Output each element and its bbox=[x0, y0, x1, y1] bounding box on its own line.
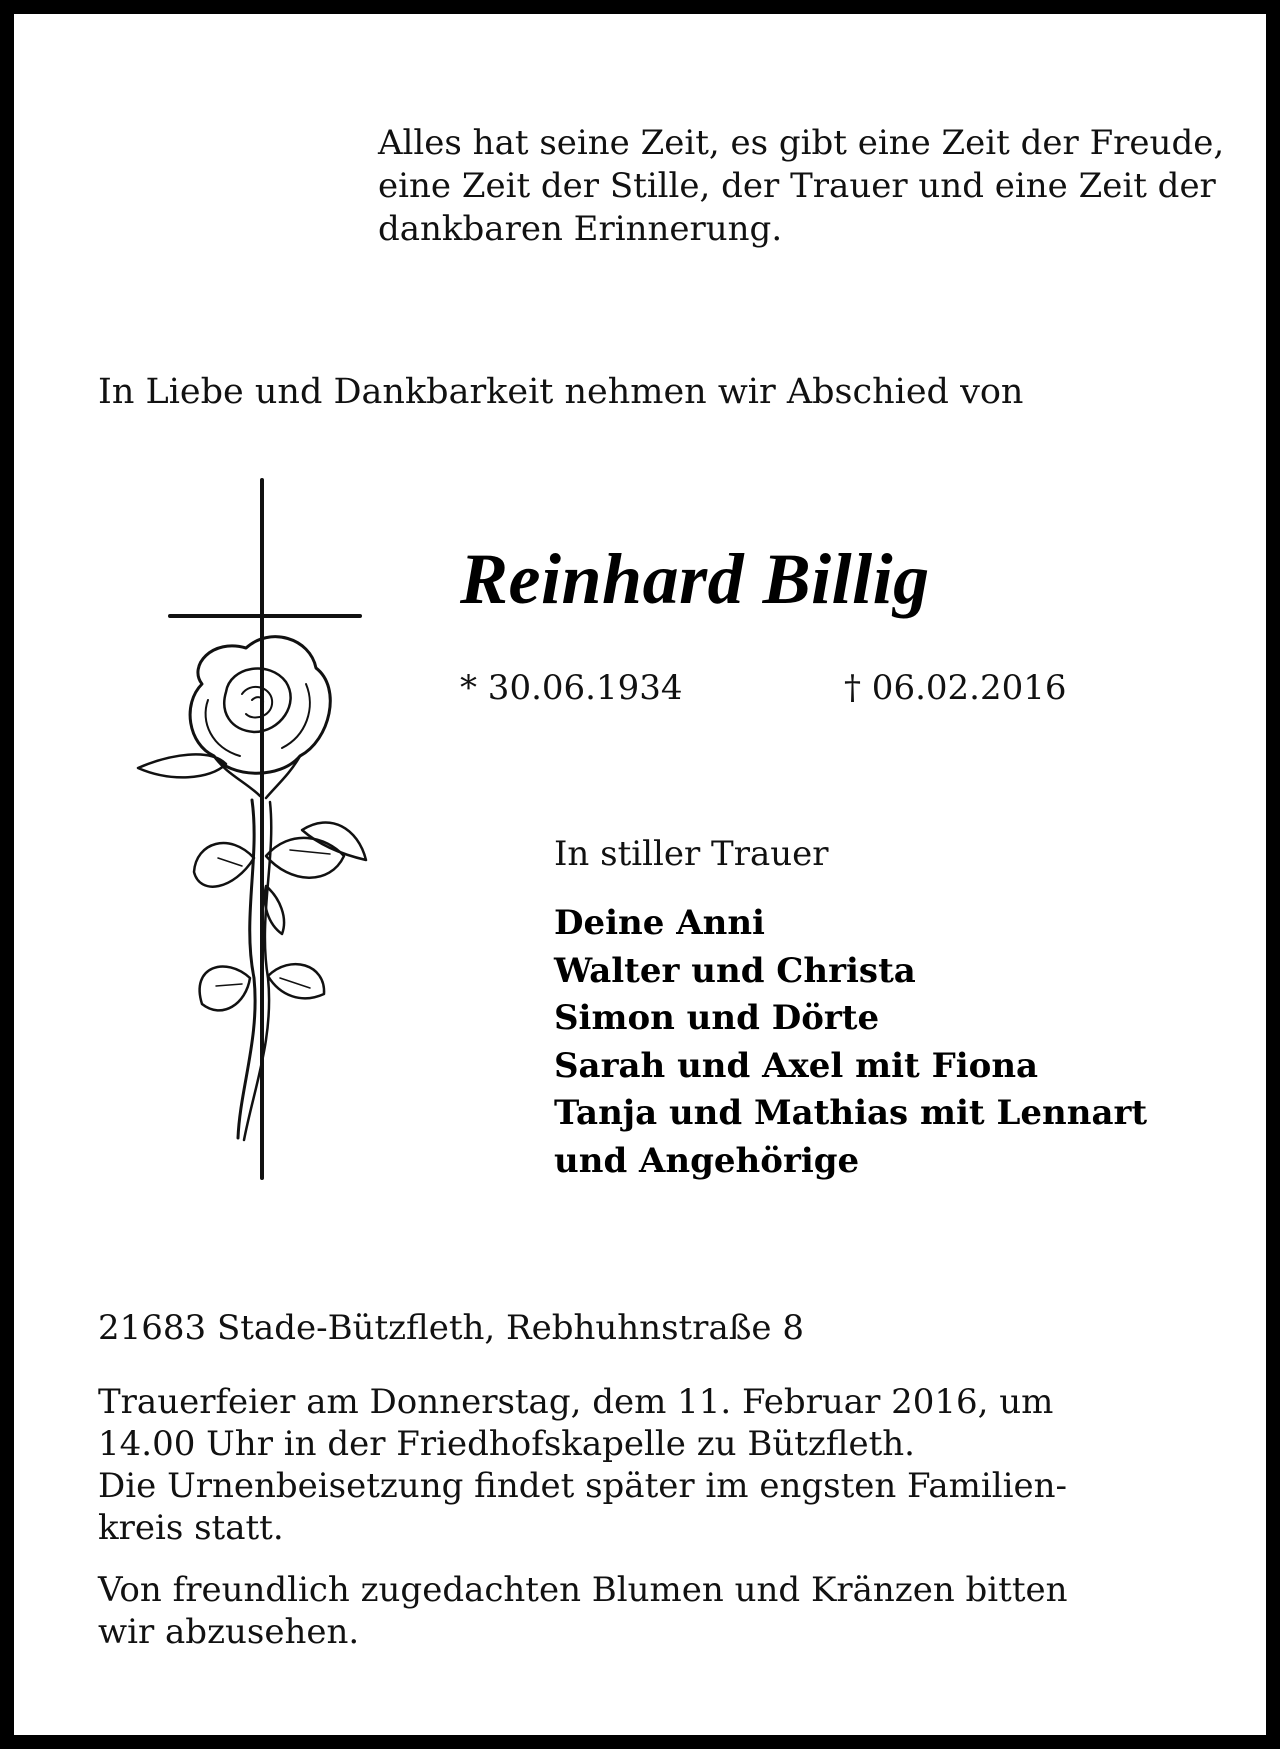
mourner-line: und Angehörige bbox=[554, 1140, 860, 1181]
address: 21683 Stade-Bützfleth, Rebhuhnstraße 8 bbox=[98, 1308, 804, 1348]
funeral-info bbox=[98, 1381, 1208, 1549]
motto-line: dankbaren Erinnerung. bbox=[378, 209, 783, 249]
cross-with-rose-icon bbox=[130, 478, 380, 1188]
funeral-info-line: Die Urnenbeisetzung findet später im engsten Familien- bbox=[98, 1466, 1067, 1506]
motto-verse bbox=[378, 122, 1224, 251]
motto-line: Alles hat seine Zeit, es gibt eine Zeit der Freude, bbox=[378, 123, 1225, 163]
mourner-line: Tanja und Mathias mit Lennart bbox=[554, 1093, 1148, 1133]
birth-date: * 30.06.1934 bbox=[460, 668, 683, 708]
death-date: † 06.02.2016 bbox=[844, 668, 1067, 708]
mourner-line: Deine Anni bbox=[554, 903, 765, 943]
mourner-line: Simon und Dörte bbox=[554, 998, 880, 1038]
mourning-heading: In stiller Trauer bbox=[554, 834, 829, 874]
funeral-info-line: Trauerfeier am Donnerstag, dem 11. Februar 2016, um bbox=[98, 1382, 1054, 1422]
mourners-list bbox=[554, 900, 1147, 1185]
funeral-info-line: 14.00 Uhr in der Friedhofskapelle zu Bützfleth. bbox=[98, 1424, 915, 1464]
intro-text: In Liebe und Dankbarkeit nehmen wir Abschied von bbox=[98, 372, 1024, 412]
deceased-name: Reinhard Billig bbox=[460, 539, 930, 619]
motto-line: eine Zeit der Stille, der Trauer und eine Zeit der bbox=[378, 166, 1216, 206]
mourner-line: Walter und Christa bbox=[554, 950, 916, 991]
mourner-line: Sarah und Axel mit Fiona bbox=[554, 1045, 1039, 1086]
funeral-info-line: kreis statt. bbox=[98, 1508, 284, 1548]
flowers-note-line: Von freundlich zugedachten Blumen und Kränzen bitten bbox=[98, 1570, 1068, 1610]
flowers-note bbox=[98, 1569, 1208, 1653]
flowers-note-line: wir abzusehen. bbox=[98, 1612, 360, 1652]
